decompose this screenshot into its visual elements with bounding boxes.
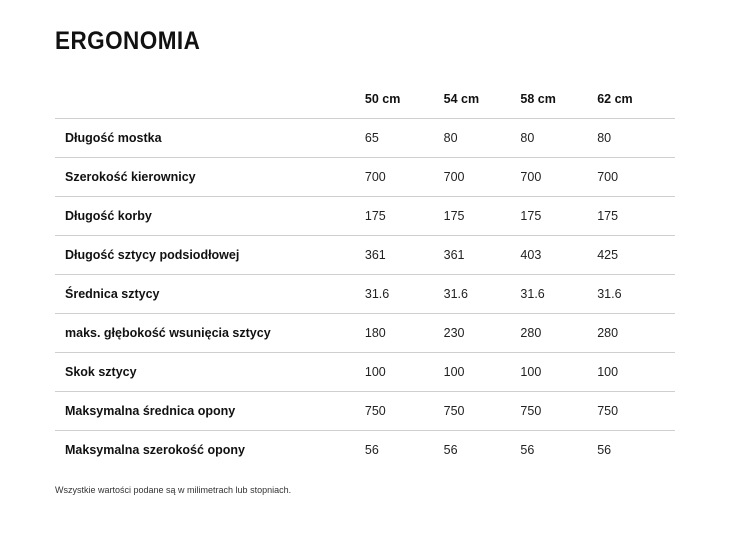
size-header: 62 cm xyxy=(597,80,675,119)
table-cell: 700 xyxy=(444,158,521,197)
size-header: 50 cm xyxy=(365,80,444,119)
table-cell: 100 xyxy=(365,353,444,392)
row-label: Skok sztycy xyxy=(55,353,365,392)
table-cell: 425 xyxy=(597,236,675,275)
table-cell: 700 xyxy=(365,158,444,197)
table-cell: 65 xyxy=(365,119,444,158)
page-title: ERGONOMIA xyxy=(55,27,201,55)
row-label: Maksymalna szerokość opony xyxy=(65,443,245,457)
table-row xyxy=(55,275,675,314)
table-cell: 361 xyxy=(365,236,444,275)
table-row xyxy=(55,119,675,158)
table-cell: 700 xyxy=(597,158,675,197)
row-label: Średnica sztycy xyxy=(55,275,365,314)
table-cell: 175 xyxy=(597,197,675,236)
table-row xyxy=(55,236,675,275)
table-cell: 175 xyxy=(444,197,521,236)
table-cell: 80 xyxy=(520,119,597,158)
table-cell: 56 xyxy=(443,443,458,457)
size-header: 54 cm xyxy=(444,80,521,119)
table-cell: 31.6 xyxy=(444,275,521,314)
header-corner xyxy=(55,80,365,119)
table-cell: 280 xyxy=(597,314,675,353)
table-cell: 750 xyxy=(365,392,444,431)
table-cell: 280 xyxy=(520,314,597,353)
size-header: 58 cm xyxy=(520,80,597,119)
table-row xyxy=(55,158,675,197)
table-row xyxy=(55,197,675,236)
table-cell: 750 xyxy=(444,392,521,431)
table-cell: 56 xyxy=(364,443,379,457)
table-row xyxy=(55,392,675,431)
table-cell: 31.6 xyxy=(365,275,444,314)
table-header-row xyxy=(55,80,675,119)
table-cell: 750 xyxy=(520,392,597,431)
table-cell: 750 xyxy=(597,392,675,431)
table-cell: 80 xyxy=(597,119,675,158)
table-cell: 100 xyxy=(444,353,521,392)
table-cell: 700 xyxy=(520,158,597,197)
table-cell: 180 xyxy=(365,314,444,353)
table-row xyxy=(55,353,675,392)
table-cell: 56 xyxy=(520,443,535,457)
row-label: Maksymalna średnica opony xyxy=(55,392,365,431)
table-cell: 56 xyxy=(597,443,612,457)
ergonomics-table xyxy=(55,80,675,469)
row-label: maks. głębokość wsunięcia sztycy xyxy=(55,314,365,353)
table-cell: 230 xyxy=(444,314,521,353)
table-cell: 100 xyxy=(520,353,597,392)
table-cell: 403 xyxy=(520,236,597,275)
row-label: Długość korby xyxy=(55,197,365,236)
table-row xyxy=(55,314,675,353)
footnote: Wszystkie wartości podane są w milimetrach lub stopniach. xyxy=(55,485,292,495)
row-label: Długość mostka xyxy=(55,119,365,158)
table-cell: 361 xyxy=(444,236,521,275)
row-label: Szerokość kierownicy xyxy=(55,158,365,197)
table-cell: 175 xyxy=(520,197,597,236)
table-cell: 31.6 xyxy=(520,275,597,314)
table-cell: 175 xyxy=(365,197,444,236)
table-cell: 100 xyxy=(597,353,675,392)
table-cell: 31.6 xyxy=(597,275,675,314)
table-row xyxy=(55,431,675,470)
row-label: Długość sztycy podsiodłowej xyxy=(55,236,365,275)
table-cell: 80 xyxy=(444,119,521,158)
